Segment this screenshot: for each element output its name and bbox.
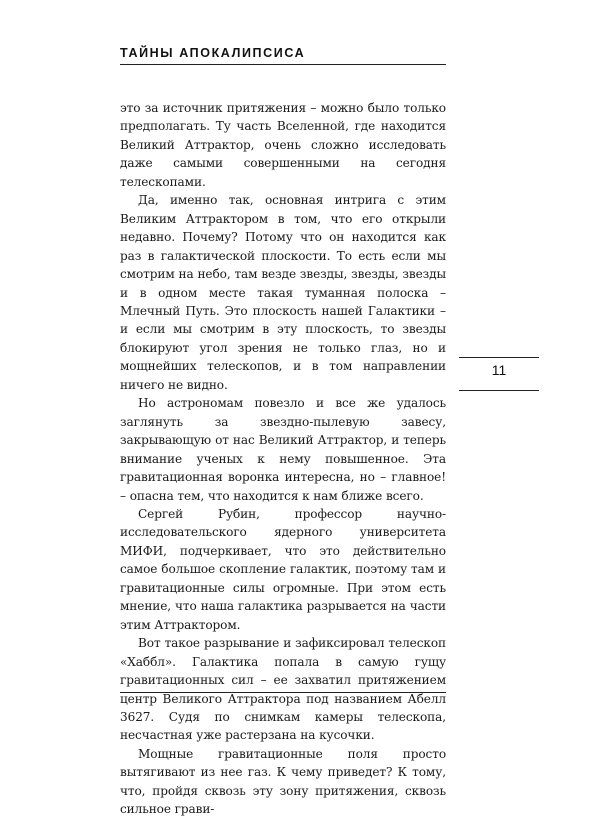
running-head-title: ТАЙНЫ АПОКАЛИПСИСА [120,46,306,60]
paragraph-4: Сергей Рубин, профессор научно-исследовательского ядерного университета МИФИ, подчеркивает, что это действительно самое большое скопление галактик, поэтому там и гравитационные силы огромные. При этом есть мнение, что наша галактика разрывается на части этим Аттрактором. [120,506,446,632]
paragraph-2: Да, именно так, основная интрига с этим Великим Аттрактором в том, что его открыли недавно. Почему? Потому что он находится как раз в галактической плоскости. То есть если мы смотрим на небо, там везде звезды, звезды, звезды и в одном месте такая туманная полоска – Млечный Путь. Это плоскость нашей Галактики – и если мы смотрим в эту плоскость, то звезды блокируют угол зрения не только глаз, но и мощнейших телескопов, и в том направлении ничего не видно. [120,193,446,392]
body-text [120,99,446,819]
paragraph-5: Вот такое разрывание и зафиксировал телескоп «Хаббл». Галактика попала в самую гущу гравитационных сил – ее захватил притяжением центр Великого Аттрактора под названием Абелл 3627. Судя по снимкам камеры телескопа, несчастная уже растерзана на кусочки. [120,636,446,743]
page-number-rule-bottom [459,390,539,391]
page-number: 11 [491,362,507,378]
paragraph-1: это за источник притяжения – можно было только предполагать. Ту часть Вселенной, где находится Великий Аттрактор, очень сложно исследовать даже самыми совершенными на сегодня телескопами. [120,101,446,189]
header-rule [120,64,446,65]
page-number-rule-top [459,357,539,358]
footer-rule [120,692,446,693]
paragraph-3: Но астрономам повезло и все же удалось заглянуть за звездно-пылевую завесу, закрывающую от нас Великий Аттрактор, и теперь внимание ученых к нему повышенное. Эта гравитационная воронка интересна, но – главное! – опасна тем, что находится к нам ближе всего. [120,396,446,503]
paragraph-6: Мощные гравитационные поля просто вытягивают из нее газ. К чему приведет? К тому, что, пройдя сквозь эту зону притяжения, сквозь сильное грави- [120,746,446,817]
